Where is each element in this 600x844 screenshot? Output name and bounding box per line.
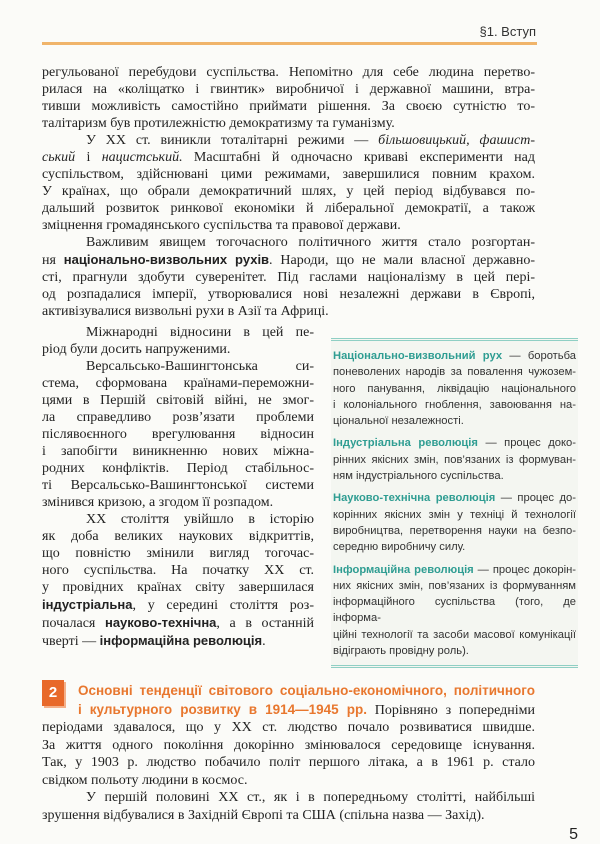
paragraph	[42, 324, 314, 358]
text-line	[42, 324, 314, 341]
text-segment: почалася	[42, 616, 105, 631]
text-line	[333, 364, 576, 380]
text-line	[333, 562, 576, 578]
text-line	[42, 200, 535, 217]
text-segment: у провідних країнах світу завершилася	[42, 580, 314, 595]
text-line	[333, 643, 576, 659]
text-segment: ціональної незалежності.	[333, 415, 464, 428]
text-segment: ного панування, ліквідацію національного	[333, 382, 576, 395]
text-segment: ський	[42, 150, 76, 165]
text-segment: і запобігти виникненню нових міжна-	[42, 444, 314, 459]
text-line	[42, 183, 535, 200]
page-number: 5	[569, 826, 578, 844]
text-line	[42, 149, 535, 166]
text-line	[42, 443, 314, 460]
text-line	[42, 132, 535, 149]
text-segment: корінних якісних змін у техніці й технології	[333, 508, 576, 521]
text-segment: , у середині століття роз-	[132, 598, 314, 613]
text-line	[42, 409, 314, 426]
text-segment: активізувалися визвольні рухи в Азії та Африці.	[42, 304, 329, 319]
definition	[331, 348, 578, 429]
text-segment: середню виробничу силу.	[333, 541, 466, 554]
text-segment: — процес доко-	[477, 437, 576, 450]
text-line	[42, 269, 535, 286]
text-line	[42, 234, 535, 251]
text-line	[42, 251, 535, 269]
text-segment: рилася на «коліщатко і гвинтик» виробничої і державної машини, втра-	[42, 82, 535, 97]
section-heading: і культурного розвитку в 1914—1945 рр.	[78, 701, 367, 717]
paragraph	[42, 511, 314, 650]
text-segment: інформаційна революція	[99, 633, 263, 648]
text-line	[42, 596, 314, 614]
definition	[331, 435, 578, 484]
text-line	[42, 632, 314, 650]
text-segment: ті Версальсько-Вашингтонської системи	[42, 478, 314, 493]
paragraph	[42, 64, 535, 132]
text-line	[333, 452, 576, 468]
text-segment: національно-визвольних рухів	[63, 252, 270, 267]
text-line	[42, 701, 535, 720]
text-line	[42, 562, 314, 579]
intro-text	[42, 64, 535, 320]
text-line	[42, 166, 535, 183]
text-segment: За життя одного покоління докорінно змінювалося середовище існування.	[42, 737, 535, 753]
text-line	[42, 64, 535, 81]
text-line	[333, 523, 576, 539]
text-segment: — боротьба	[502, 350, 576, 362]
definition-term: Інформаційна революція	[333, 563, 474, 576]
text-segment: чверті —	[42, 634, 100, 649]
text-segment: виробництва, перетворення науки на безпо-	[333, 524, 576, 537]
text-line	[42, 789, 535, 807]
section-2-text	[42, 682, 535, 824]
text-segment: У XX ст. виникли тоталітарні режими —	[86, 133, 379, 148]
text-segment: регульованої перебудови суспільства. Непомітно для себе людина перетво-	[42, 65, 535, 80]
definition-term: Науково-технічна революція	[333, 492, 496, 505]
text-segment: ня	[42, 253, 64, 268]
text-line	[42, 426, 314, 443]
text-segment: ного суспільства. На початку XX ст.	[42, 563, 314, 578]
text-segment: більшовицький, фашист-	[378, 133, 535, 148]
text-segment: стема, сформована країнами-переможни-	[42, 376, 314, 391]
text-segment: — процес докорін-	[473, 563, 576, 576]
text-line	[42, 511, 314, 528]
text-line	[42, 614, 314, 632]
definition	[331, 490, 578, 555]
text-segment: що повністю змінили вигляд тогочас-	[42, 546, 314, 561]
text-line	[42, 754, 535, 772]
text-segment: післявоєнного врегулювання відносин	[42, 427, 314, 442]
text-segment: . Народи, що не мали власної державно-	[269, 253, 536, 268]
text-line	[333, 578, 576, 594]
text-segment: Порівняно з попередніми	[366, 702, 535, 718]
text-line	[42, 477, 314, 494]
definition-term: Національно-визвольний рух	[333, 350, 503, 362]
text-segment: талітаризм був протилежністю демократизму та гуманізму.	[42, 116, 395, 131]
text-line	[42, 81, 535, 98]
text-line	[333, 539, 576, 555]
text-segment: рінних якісних змін, пов’язаних із формуван-	[333, 453, 576, 466]
text-line	[42, 460, 314, 477]
text-segment: дальший розвиток ринкової економіки й ліберальної демократії, а також	[42, 201, 535, 216]
text-segment: науково-технічна	[104, 615, 217, 630]
text-line	[42, 494, 314, 511]
text-line	[42, 217, 535, 234]
text-segment: Важливим явищем тогочасного політичного життя стало розгортан-	[86, 235, 535, 250]
text-segment: поневолених народів за повалення чужозем-	[333, 366, 576, 379]
text-segment: .	[262, 634, 266, 649]
text-segment: родних конфліктів. Період стабільнос-	[42, 461, 314, 476]
text-segment: ням індустріального суспільства.	[333, 470, 504, 483]
text-line	[333, 381, 576, 397]
text-segment: XX століття увійшло в історію	[86, 512, 314, 527]
definition	[331, 562, 578, 660]
text-segment: цями в Першій світовій війні, не змог-	[42, 393, 314, 408]
text-segment: Версальсько-Вашингтонська си-	[86, 359, 314, 374]
text-line	[333, 594, 576, 627]
narrow-column-text	[42, 324, 314, 650]
text-segment: ційні технології та засоби масової комунікації	[333, 628, 576, 641]
definitions-box	[331, 338, 578, 668]
text-segment: них якісних змін, пов’язаних із формуванням	[333, 579, 576, 592]
text-line	[333, 490, 576, 506]
page-body	[42, 64, 578, 844]
text-line	[42, 286, 535, 303]
text-segment: Масштабні й одночасно криваві експерименти над	[182, 150, 536, 165]
text-segment: свідком польоту людини в космос.	[42, 772, 248, 788]
text-segment: індустріальна	[42, 597, 133, 612]
text-segment: ла справедливо розв’язати проблеми	[42, 410, 314, 425]
text-segment: і	[75, 150, 102, 165]
text-line	[42, 341, 314, 358]
text-segment: сті, прагнули здобути суверенітет. Під гаслами націоналізму в цей пері-	[42, 270, 535, 285]
text-line	[42, 528, 314, 545]
text-segment: і колоніального гноблення, завоювання на-	[333, 398, 576, 411]
text-segment: інформаційного суспільства (того, де інформа-	[333, 596, 576, 625]
paragraph	[42, 789, 535, 824]
text-segment: суспільством, здійснювані цими режимами, завершилися повним крахом.	[42, 167, 535, 182]
text-line	[42, 719, 535, 737]
definition-term: Індустріальна революція	[333, 437, 478, 450]
text-line	[333, 348, 576, 364]
text-line	[42, 772, 535, 790]
section-heading-paragraph	[42, 682, 535, 789]
text-segment: У першій половині XX ст., як і в попередньому столітті, найбільші	[86, 790, 535, 806]
section-header: §1. Вступ	[479, 24, 536, 39]
text-line	[333, 507, 576, 523]
section-2	[42, 682, 535, 824]
text-line	[42, 115, 535, 132]
text-line	[333, 413, 576, 429]
text-segment: відіграють провідну роль).	[333, 645, 469, 658]
header-rule	[42, 42, 537, 45]
text-line	[333, 627, 576, 643]
text-segment: тивши можливість самостійно приймати рішення. За своєю сутністю то-	[42, 99, 535, 114]
text-line	[42, 98, 535, 115]
section-number-badge: 2	[42, 680, 64, 706]
text-segment: періодами здавалося, що у XX ст. людство почало розвиватися швидше.	[42, 720, 535, 736]
text-line	[42, 545, 314, 562]
text-line	[42, 375, 314, 392]
text-line	[42, 807, 535, 825]
text-segment: У країнах, що обрали демократичний шлях, у цей період відбувався по-	[42, 184, 535, 199]
two-column-area	[42, 324, 578, 668]
text-line	[333, 435, 576, 451]
paragraph	[42, 358, 314, 511]
text-segment: зрушення відбувалися в Західній Європі та США (спільна назва — Захід).	[42, 807, 485, 823]
text-line	[42, 579, 314, 596]
paragraph	[42, 132, 535, 234]
section-heading: Основні тенденції світового соціально-економічного, політичного	[78, 683, 535, 699]
text-line	[42, 737, 535, 755]
text-segment: Так, у 1903 р. людство побачило політ першого літака, а в 1961 р. стало	[42, 755, 535, 771]
text-segment: як доба великих наукових відкриттів,	[42, 529, 314, 544]
text-line	[333, 468, 576, 484]
text-segment: змінився кризою, а згодом її розпадом.	[42, 495, 274, 510]
text-line	[42, 682, 535, 701]
text-line	[42, 303, 535, 320]
text-line	[333, 397, 576, 413]
text-segment: зміцнення громадянського суспільства та правової держави.	[42, 218, 401, 233]
text-segment: нацистський.	[101, 150, 183, 165]
text-line	[42, 358, 314, 375]
text-segment: од розпадалися імперії, утворювалися нові незалежні держави в Європі,	[42, 287, 535, 302]
text-segment: , а в останній	[216, 616, 314, 631]
text-line	[42, 392, 314, 409]
text-segment: Міжнародні відносини в цей пе-	[86, 325, 314, 340]
paragraph	[42, 234, 535, 320]
text-segment: — процес до-	[495, 492, 576, 505]
text-segment: ріод були досить напруженими.	[42, 342, 231, 357]
